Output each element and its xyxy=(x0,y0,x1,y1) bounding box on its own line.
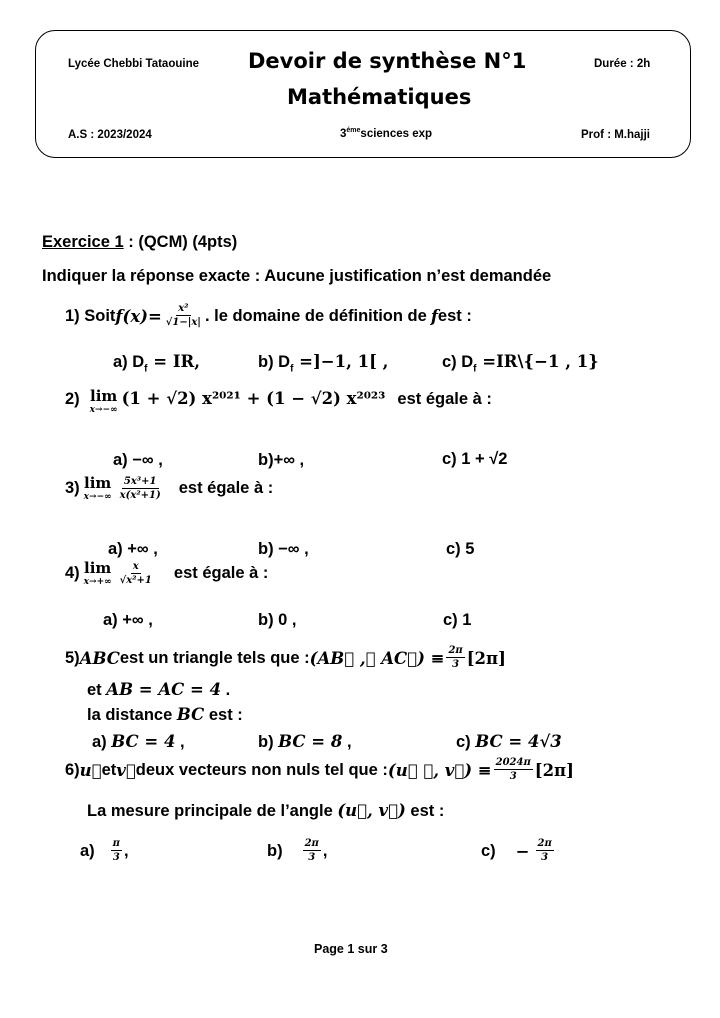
q5-text: est un triangle tels que : xyxy=(119,648,310,667)
q6-line2-math: (u⃗, v⃗) xyxy=(337,801,406,820)
q5-line-2 xyxy=(87,680,230,700)
q4-limit xyxy=(84,560,112,587)
question-2 xyxy=(65,388,492,415)
class-name xyxy=(340,127,432,140)
q6-c-den: 3 xyxy=(541,852,549,863)
q2-option-c: c) 1 + √2 xyxy=(442,450,508,468)
q4-text: est égale à : xyxy=(173,564,269,582)
q4-option-a: a) +∞ , xyxy=(103,611,153,629)
q3-fraction-num: 5x³+1 xyxy=(123,475,157,487)
q1-option-b xyxy=(258,352,388,374)
q6-b-end: , xyxy=(322,841,328,860)
q5-b-math: BC = 8 xyxy=(278,732,343,751)
q1-b-value: =]−1, 1[ , xyxy=(293,352,389,371)
question-3 xyxy=(65,475,273,502)
class-superscript: éme xyxy=(346,127,361,134)
q6-c-label: c) xyxy=(481,841,496,860)
q2-lim-under: x→−∞ xyxy=(89,405,118,415)
q5-line2-end: . xyxy=(221,681,231,699)
q6-b-label: b) xyxy=(267,841,283,860)
q6-b-fraction xyxy=(303,838,321,864)
q5-modulo: [2π] xyxy=(466,648,506,668)
q5-prefix: 5) xyxy=(65,648,80,667)
class-number: 3 xyxy=(340,127,347,140)
q5-a-label: a) xyxy=(92,733,112,751)
q4-number: 4) xyxy=(65,564,80,582)
q5-equality: AB = AC = 4 xyxy=(106,680,222,699)
q6-option-a xyxy=(80,838,129,864)
q3-lim: lim xyxy=(84,474,112,492)
question-4 xyxy=(65,560,268,587)
q3-lim-under: x→−∞ xyxy=(83,492,112,502)
q5-option-c xyxy=(456,732,562,752)
q4-lim: lim xyxy=(84,559,112,577)
q4-fraction-num: x xyxy=(132,560,139,572)
exercise-qualifier: : (QCM) (4pts) xyxy=(123,233,238,251)
q1-fraction-den: √1−|x| xyxy=(165,317,201,328)
q6-option-b xyxy=(267,838,327,864)
q6-a-label: a) xyxy=(80,841,95,860)
q5-bc: BC xyxy=(176,705,205,724)
q5-c-math: BC = 4√3 xyxy=(475,732,562,751)
q5-b-end: , xyxy=(342,733,352,751)
q6-angle: (u⃗ ⌒, v⃗) ≡ xyxy=(387,760,492,780)
q3-option-b: b) −∞ , xyxy=(258,540,309,558)
q3-text: est égale à : xyxy=(178,479,274,497)
q5-line-3 xyxy=(87,705,243,725)
q4-fraction xyxy=(118,561,154,587)
q2-text: est égale à : xyxy=(397,390,492,408)
q1-option-c xyxy=(442,352,599,374)
exercise-heading xyxy=(42,233,237,252)
q4-fraction-den: √x²+1 xyxy=(119,574,152,586)
q5-angle: (AB⃗ ,⌒ AC⃗) ≡ xyxy=(309,648,445,668)
q5-et: et xyxy=(87,681,107,699)
q3-option-a: a) +∞ , xyxy=(108,540,158,558)
q3-option-c: c) 5 xyxy=(446,540,475,558)
q1-a-sub: f xyxy=(144,363,148,375)
q5-fraction xyxy=(446,645,464,671)
q6-a-fraction xyxy=(111,838,122,864)
q5-option-b xyxy=(258,732,352,752)
question-1 xyxy=(65,303,472,329)
q1-f: f xyxy=(430,306,438,326)
q6-a-num: π xyxy=(112,838,120,849)
q3-fraction xyxy=(118,476,163,502)
q6-fraction-den: 3 xyxy=(509,771,517,782)
q5-line3-end: est : xyxy=(204,706,243,724)
q6-a-den: 3 xyxy=(112,852,120,863)
q5-option-a xyxy=(92,732,185,752)
q1-fx: f(x)= xyxy=(115,306,162,326)
q4-lim-under: x→+∞ xyxy=(83,577,112,587)
q2-expression: (1 + √2) x²⁰²¹ + (1 − √2) x²⁰²³ xyxy=(121,389,386,408)
q1-a-label: a) D xyxy=(113,353,145,371)
q5-a-math: BC = 4 xyxy=(111,732,176,751)
q1-est: est : xyxy=(437,306,472,325)
q6-text: deux vecteurs non nuls tel que : xyxy=(135,760,388,779)
q6-prefix: 6) xyxy=(65,760,80,779)
q1-a-value: = IR, xyxy=(147,352,201,371)
q2-option-a: a) −∞ , xyxy=(113,451,163,469)
exercise-title: Exercice 1 xyxy=(42,233,124,251)
q1-c-value: =IR\{−1 , 1} xyxy=(476,352,599,371)
q6-fraction-num: 2024π xyxy=(495,757,531,768)
q2-number: 2) xyxy=(65,390,80,408)
q6-line2-end: est : xyxy=(405,802,445,820)
q6-option-c xyxy=(481,838,556,864)
exam-title: Devoir de synthèse N°1 xyxy=(248,49,527,73)
q6-c-num: 2π xyxy=(537,838,552,849)
class-section: sciences exp xyxy=(360,127,433,140)
q5-c-label: c) xyxy=(456,733,476,751)
q1-c-label: c) D xyxy=(442,353,474,371)
q1-fraction xyxy=(164,303,203,329)
school-name: Lycée Chebbi Tataouine xyxy=(68,58,199,70)
q2-option-b: b)+∞ , xyxy=(258,451,305,469)
exercise-instruction: Indiquer la réponse exacte : Aucune justification n’est demandée xyxy=(42,267,552,285)
duration: Durée : 2h xyxy=(594,58,651,70)
q3-limit xyxy=(84,475,112,502)
q1-text: . le domaine de définition de xyxy=(204,306,427,325)
q5-distance-text: la distance xyxy=(87,706,177,724)
q6-a-end: , xyxy=(124,841,129,860)
q1-b-label: b) D xyxy=(258,353,291,371)
question-5 xyxy=(65,645,506,671)
question-6 xyxy=(65,757,574,783)
q1-option-a xyxy=(113,352,200,374)
q1-c-sub: f xyxy=(473,363,477,375)
q6-modulo: [2π] xyxy=(534,760,574,780)
q5-b-label: b) xyxy=(258,733,279,751)
q6-c-fraction xyxy=(536,838,554,864)
q1-b-sub: f xyxy=(290,363,294,375)
teacher: Prof : M.hajji xyxy=(581,129,650,141)
q6-v: v⃗ xyxy=(116,760,136,780)
q6-u: u⃗ xyxy=(79,760,102,780)
subject: Mathématiques xyxy=(287,85,472,109)
q6-b-den: 3 xyxy=(308,852,316,863)
q1-prefix: 1) Soit xyxy=(65,306,116,325)
q4-option-c: c) 1 xyxy=(443,611,472,629)
q1-fraction-num: x² xyxy=(178,303,189,314)
q3-number: 3) xyxy=(65,479,80,497)
q5-fraction-num: 2π xyxy=(448,645,463,656)
q6-line-2 xyxy=(87,801,444,821)
q5-a-end: , xyxy=(175,733,185,751)
q6-et: et xyxy=(101,760,117,779)
q4-option-b: b) 0 , xyxy=(258,611,297,629)
q6-line2-text: La mesure principale de l’angle xyxy=(87,802,338,820)
q3-fraction-den: x(x²+1) xyxy=(119,489,161,501)
page-number: Page 1 sur 3 xyxy=(314,942,388,956)
q6-fraction xyxy=(494,757,533,783)
q5-fraction-den: 3 xyxy=(452,659,460,670)
school-year: A.S : 2023/2024 xyxy=(68,129,152,141)
q5-abc: ABC xyxy=(79,648,120,668)
q6-c-sign: − xyxy=(515,841,530,861)
q6-b-num: 2π xyxy=(304,838,319,849)
q2-limit xyxy=(90,388,118,415)
q2-lim: lim xyxy=(90,387,118,405)
